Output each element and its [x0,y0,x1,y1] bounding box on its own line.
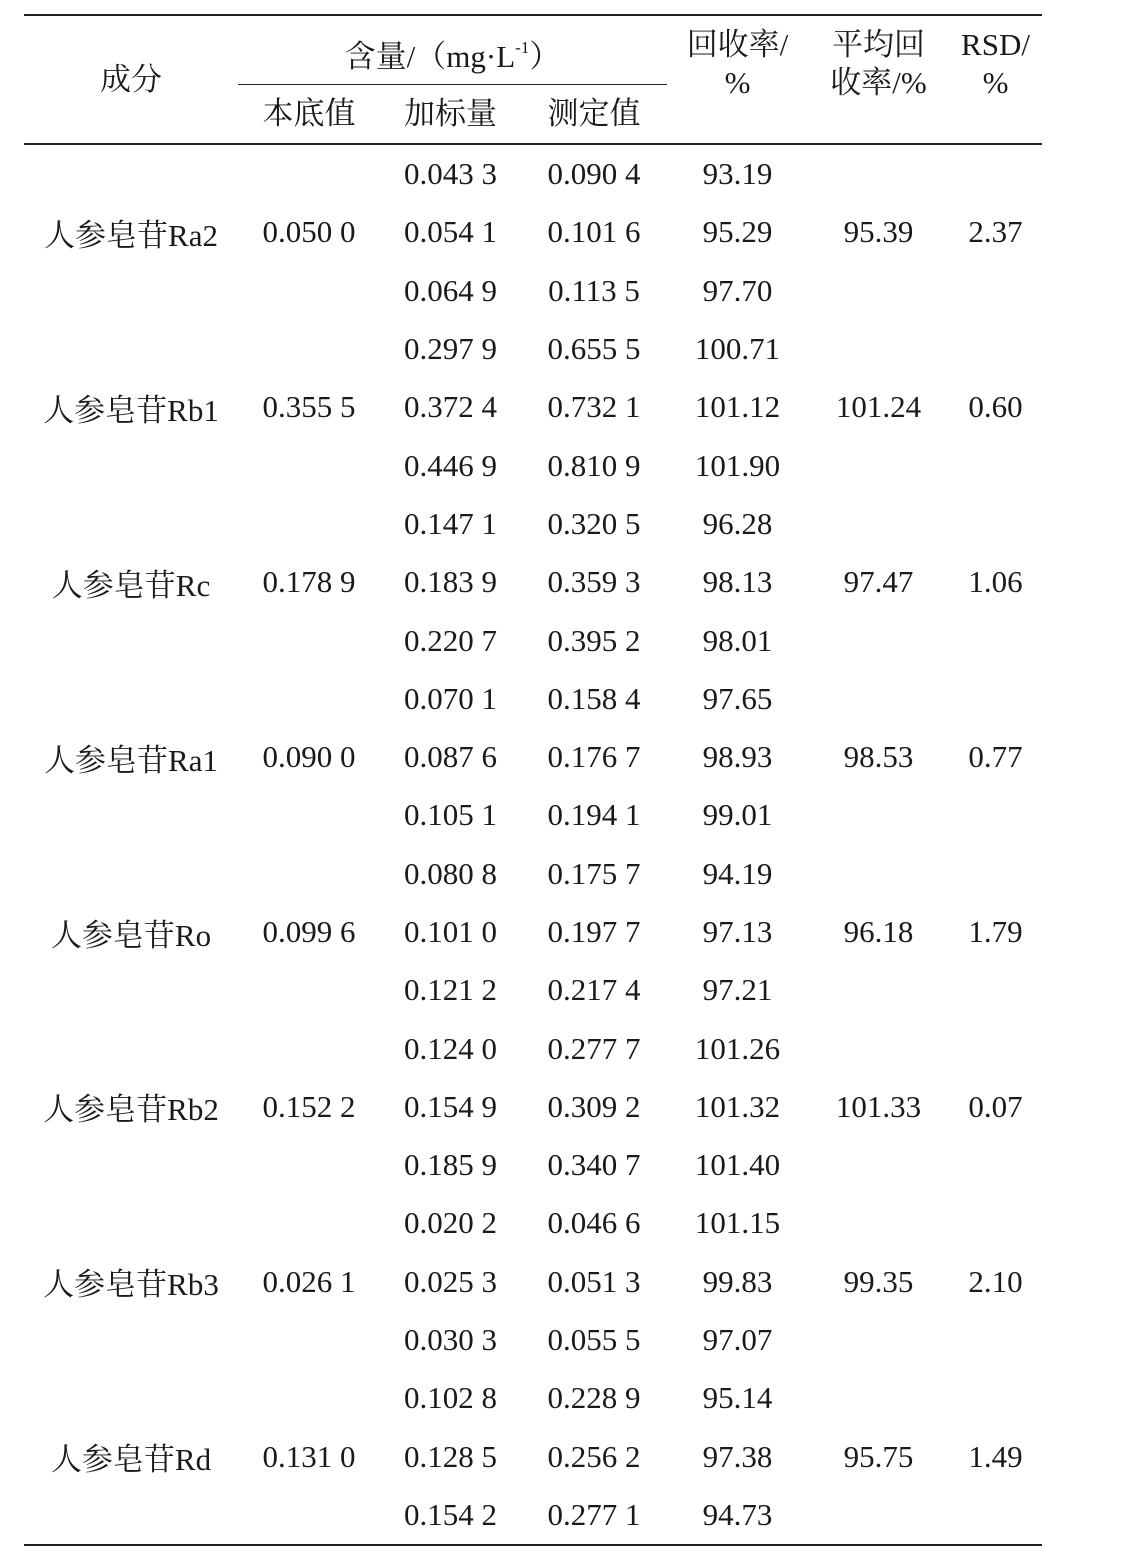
component-name: 人参皂苷Ra2 [44,217,218,253]
table-row [24,1019,1042,1077]
component-name: 人参皂苷Rd [24,1369,238,1545]
measured-value: 0.810 9 [547,447,641,483]
spiked-value: 0.128 5 [404,1438,497,1474]
spiked-value: 0.070 1 [404,680,497,716]
spiked-value: 0.054 1 [404,214,497,250]
avg-recovery-value: 98.53 [843,739,914,775]
recovery-value: 99.01 [702,797,773,833]
recovery-table [24,14,1042,1546]
avg-recovery-value: 95.39 [843,214,914,250]
measured-value: 0.090 4 [547,156,641,192]
rsd-value: 0.60 [968,389,1023,425]
measured-value: 0.197 7 [547,914,641,949]
rsd-value: 0.77 [968,739,1023,775]
recovery-value: 96.28 [702,505,773,541]
recovery-value: 97.21 [702,972,773,1008]
recovery-value: 98.13 [702,564,773,600]
measured-value: 0.101 6 [547,214,641,250]
header-recovery: 回收率/ % [667,15,808,144]
spiked-value: 0.030 3 [404,1322,497,1358]
spiked-value: 0.220 7 [404,622,497,658]
measured-value: 0.359 3 [547,564,641,600]
header-background: 本底值 [238,85,380,145]
component-name: 人参皂苷Rb1 [43,392,219,428]
spiked-value: 0.080 8 [404,855,497,891]
background-value: 0.178 9 [262,564,356,600]
measured-value: 0.228 9 [547,1380,641,1416]
background-value: 0.026 1 [262,1263,356,1299]
table-body [24,144,1042,1545]
measured-value: 0.055 5 [547,1322,641,1358]
measured-value: 0.277 7 [547,1030,641,1066]
table-row [24,144,1042,203]
table-row [24,1194,1042,1252]
spiked-value: 0.297 9 [404,331,497,367]
recovery-value: 101.40 [694,1147,781,1183]
recovery-value: 95.14 [702,1380,773,1416]
measured-value: 0.217 4 [547,972,641,1008]
recovery-value: 101.15 [694,1205,781,1241]
table-row [24,845,1042,903]
measured-value: 0.113 5 [548,272,640,308]
recovery-value: 101.32 [694,1088,781,1124]
header-avg-recovery: 平均回 收率/% [808,15,949,144]
rsd-value: 1.79 [968,914,1023,949]
spiked-value: 0.020 2 [404,1205,497,1241]
rsd-value: 1.06 [968,564,1023,600]
background-value: 0.090 0 [262,739,356,775]
recovery-value: 99.83 [702,1263,773,1299]
recovery-value: 93.19 [702,156,773,192]
spiked-value: 0.064 9 [404,272,497,308]
recovery-value: 101.26 [694,1030,781,1066]
spiked-value: 0.154 2 [380,1486,521,1545]
header-rsd: RSD/ % [949,15,1042,144]
spiked-value: 0.183 9 [404,564,497,600]
table-header [24,15,1042,144]
rsd-value: 2.37 [968,214,1023,250]
spiked-value: 0.446 9 [404,447,497,483]
component-name: 人参皂苷Ro [50,917,212,953]
avg-recovery-value: 101.24 [835,389,922,425]
component-name: 人参皂苷Rb2 [43,1092,219,1128]
spiked-value: 0.087 6 [404,739,497,775]
header-spiked: 加标量 [380,85,521,145]
spiked-value: 0.043 3 [404,156,497,192]
measured-value: 0.320 5 [547,505,641,541]
component-name: 人参皂苷Rb3 [43,1267,219,1303]
rsd-value: 2.10 [968,1263,1023,1299]
spiked-value: 0.147 1 [404,505,497,541]
rsd-value: 0.07 [968,1088,1023,1124]
measured-value: 0.655 5 [547,331,641,367]
table-row [24,495,1042,553]
avg-recovery-value: 97.47 [843,564,914,600]
spiked-value: 0.025 3 [404,1263,497,1299]
header-component: 成分 [24,15,238,144]
spiked-value: 0.121 2 [404,972,497,1008]
component-name: 人参皂苷Ra1 [44,742,218,778]
table-row [24,670,1042,728]
background-value: 0.152 2 [262,1088,356,1124]
table-row [24,1369,1042,1427]
measured-value: 0.340 7 [547,1147,641,1183]
measured-value: 0.175 7 [547,855,641,891]
header-content-group: 含量$/(mg\cdot L^{-1})$ [238,15,667,85]
recovery-value: 97.07 [702,1322,773,1358]
measured-value: 0.176 7 [547,739,641,775]
measured-value: 0.395 2 [547,622,641,658]
spiked-value: 0.185 9 [404,1147,497,1183]
recovery-value: 97.70 [702,272,773,308]
measured-value: 0.277 1 [521,1486,667,1545]
background-value: 0.355 5 [262,389,356,425]
recovery-value: 94.73 [667,1486,808,1545]
background-value: 0.099 6 [262,914,356,949]
component-name: 人参皂苷Rc [51,567,211,603]
avg-recovery-value: 96.18 [843,914,914,949]
spiked-value: 0.372 4 [404,389,497,425]
spiked-value: 0.124 0 [404,1030,497,1066]
recovery-value: 94.19 [702,855,773,891]
recovery-value: 95.29 [702,214,773,250]
recovery-value: 97.13 [702,914,773,949]
measured-value: 0.309 2 [547,1088,641,1124]
header-measured: 测定值 [521,85,667,145]
recovery-value: 101.90 [694,447,781,483]
spiked-value: 0.101 0 [404,914,497,949]
table-row [24,320,1042,378]
measured-value: 0.158 4 [547,680,641,716]
measured-value: 0.051 3 [547,1263,641,1299]
recovery-value: 97.38 [702,1438,773,1474]
spiked-value: 0.105 1 [404,797,497,833]
recovery-value: 101.12 [694,389,781,425]
avg-recovery-value: 95.75 [808,1369,949,1545]
recovery-value: 98.93 [702,739,773,775]
spiked-value: 0.154 9 [404,1088,497,1124]
measured-value: 0.046 6 [547,1205,641,1241]
background-value: 0.050 0 [262,214,356,250]
background-value: 0.131 0 [238,1369,380,1545]
avg-recovery-value: 99.35 [843,1263,914,1299]
spiked-value: 0.102 8 [404,1380,497,1416]
measured-value: 0.256 2 [547,1438,641,1474]
measured-value: 0.732 1 [547,389,641,425]
recovery-table-page [24,14,1042,1546]
avg-recovery-value: 101.33 [835,1088,922,1124]
recovery-value: 100.71 [694,331,781,367]
measured-value: 0.194 1 [547,797,641,833]
recovery-value: 98.01 [702,622,773,658]
rsd-value: 1.49 [949,1369,1042,1545]
recovery-value: 97.65 [702,680,773,716]
